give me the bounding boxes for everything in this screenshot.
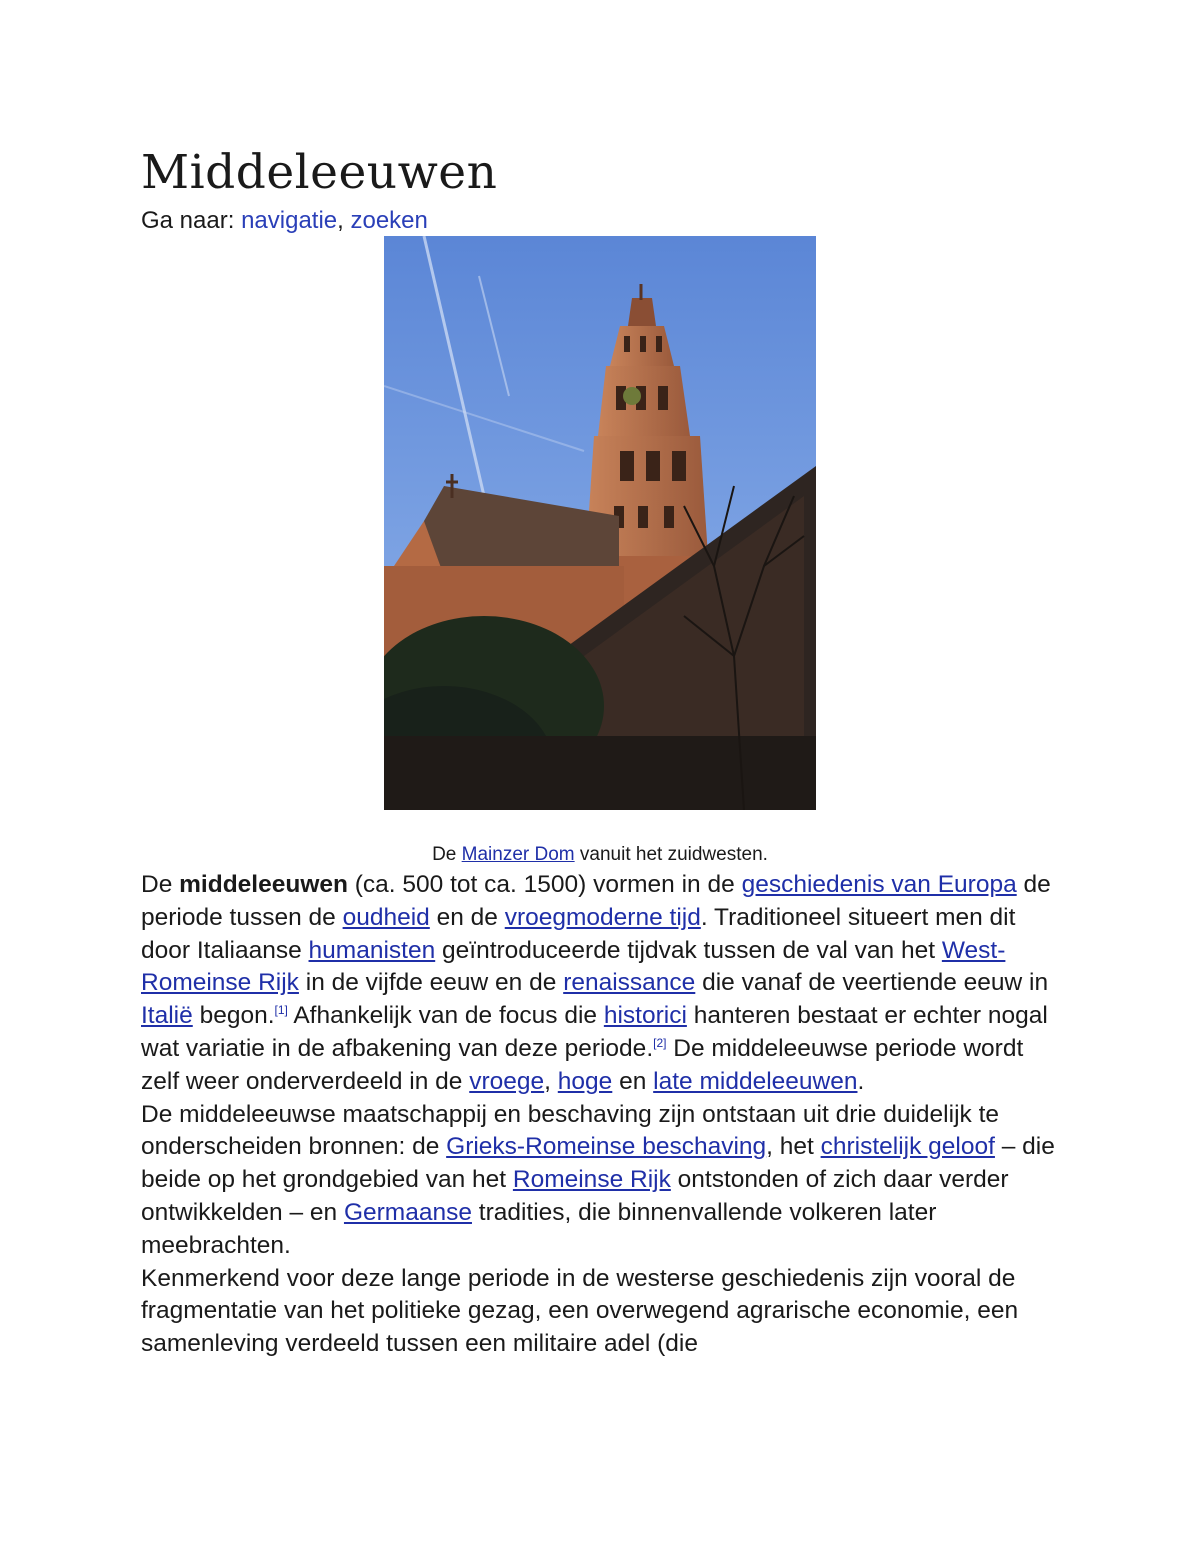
text-run: begon. <box>192 1002 275 1030</box>
article-paragraph <box>141 869 1066 1099</box>
footnote-ref[interactable]: [1] <box>274 1003 288 1018</box>
article-link[interactable]: late middeleeuwen <box>653 1067 858 1095</box>
mainzer-dom-link[interactable]: Mainzer Dom <box>461 844 575 865</box>
article-link[interactable]: vroegmoderne tijd <box>504 903 701 931</box>
jump-to-navigation <box>141 206 428 236</box>
text-run: hanteren bestaat er echter nogal wat variatie in de afbakening van deze periode. <box>141 1002 1048 1062</box>
bold-term: middeleeuwen <box>179 871 348 898</box>
figure-caption <box>0 843 1200 867</box>
text-run: de periode tussen de <box>141 871 1051 931</box>
article-link[interactable]: humanisten <box>308 936 436 964</box>
cathedral-photo[interactable] <box>384 236 816 810</box>
caption-suffix: vanuit het zuidwesten. <box>579 844 768 865</box>
text-run: . Traditioneel situeert men dit door Italiaanse <box>141 903 1016 964</box>
text-run: (ca. 500 tot ca. 1500) vormen in de <box>347 871 742 898</box>
text-run: en <box>612 1067 654 1095</box>
article-link[interactable]: historici <box>603 1002 687 1030</box>
article-link[interactable]: Germaanse <box>343 1198 472 1226</box>
text-run: en de <box>429 903 505 931</box>
jump-to-label: Ga naar: <box>141 207 235 234</box>
article-link[interactable]: hoge <box>557 1067 613 1095</box>
text-run: , <box>544 1067 558 1095</box>
article-link[interactable]: geschiedenis van Europa <box>741 871 1017 898</box>
text-run: , het <box>766 1133 821 1161</box>
article-body <box>141 869 1066 1361</box>
text-run: Afhankelijk van de focus die <box>287 1002 604 1030</box>
nav-separator: , <box>337 207 344 234</box>
text-run: – die beide op het grondgebied van het <box>141 1133 1055 1194</box>
text-run: De middeleeuwse maatschappij en beschaving zijn ontstaan uit drie duidelijk te onderscheiden bronnen: de <box>141 1100 1000 1161</box>
article-paragraph <box>141 1099 1066 1263</box>
article-link[interactable]: christelijk geloof <box>820 1133 995 1161</box>
caption-prefix: De <box>432 844 457 865</box>
article-link[interactable]: Grieks-Romeinse beschaving <box>446 1133 767 1161</box>
article-link[interactable]: Italië <box>141 1002 193 1030</box>
text-run: De <box>141 871 180 898</box>
text-run: die vanaf de veertiende eeuw in <box>695 969 1049 997</box>
text-run: ontstonden of zich daar verder ontwikkelden – en <box>141 1166 1009 1226</box>
search-link[interactable]: zoeken <box>350 207 428 234</box>
text-run: . <box>857 1067 865 1095</box>
text-run: geïntroduceerde tijdvak tussen de val van het <box>435 936 942 964</box>
article-link[interactable]: vroege <box>469 1067 545 1095</box>
article-link[interactable]: renaissance <box>563 969 696 997</box>
article-link[interactable]: Romeinse Rijk <box>512 1166 671 1194</box>
article-link[interactable]: West-Romeinse Rijk <box>141 936 1006 997</box>
footnote-ref[interactable]: [2] <box>653 1035 667 1050</box>
page-title: Middeleeuwen <box>141 145 498 200</box>
text-run: Kenmerkend voor deze lange periode in de westerse geschiedenis zijn vooral de fragmentatie van het politieke gezag, een overwegend agrarische economie, een samenleving verdeeld tussen een militaire adel (die <box>141 1264 1019 1358</box>
text-run: tradities, die binnenvallende volkeren later meebrachten. <box>141 1198 937 1259</box>
article-paragraph <box>141 1263 1066 1361</box>
text-run: De middeleeuwse periode wordt zelf weer onderverdeeld in de <box>141 1034 1024 1095</box>
article-link[interactable]: oudheid <box>342 903 430 931</box>
text-run: in de vijfde eeuw en de <box>298 969 564 997</box>
navigation-link[interactable]: navigatie <box>241 207 338 234</box>
